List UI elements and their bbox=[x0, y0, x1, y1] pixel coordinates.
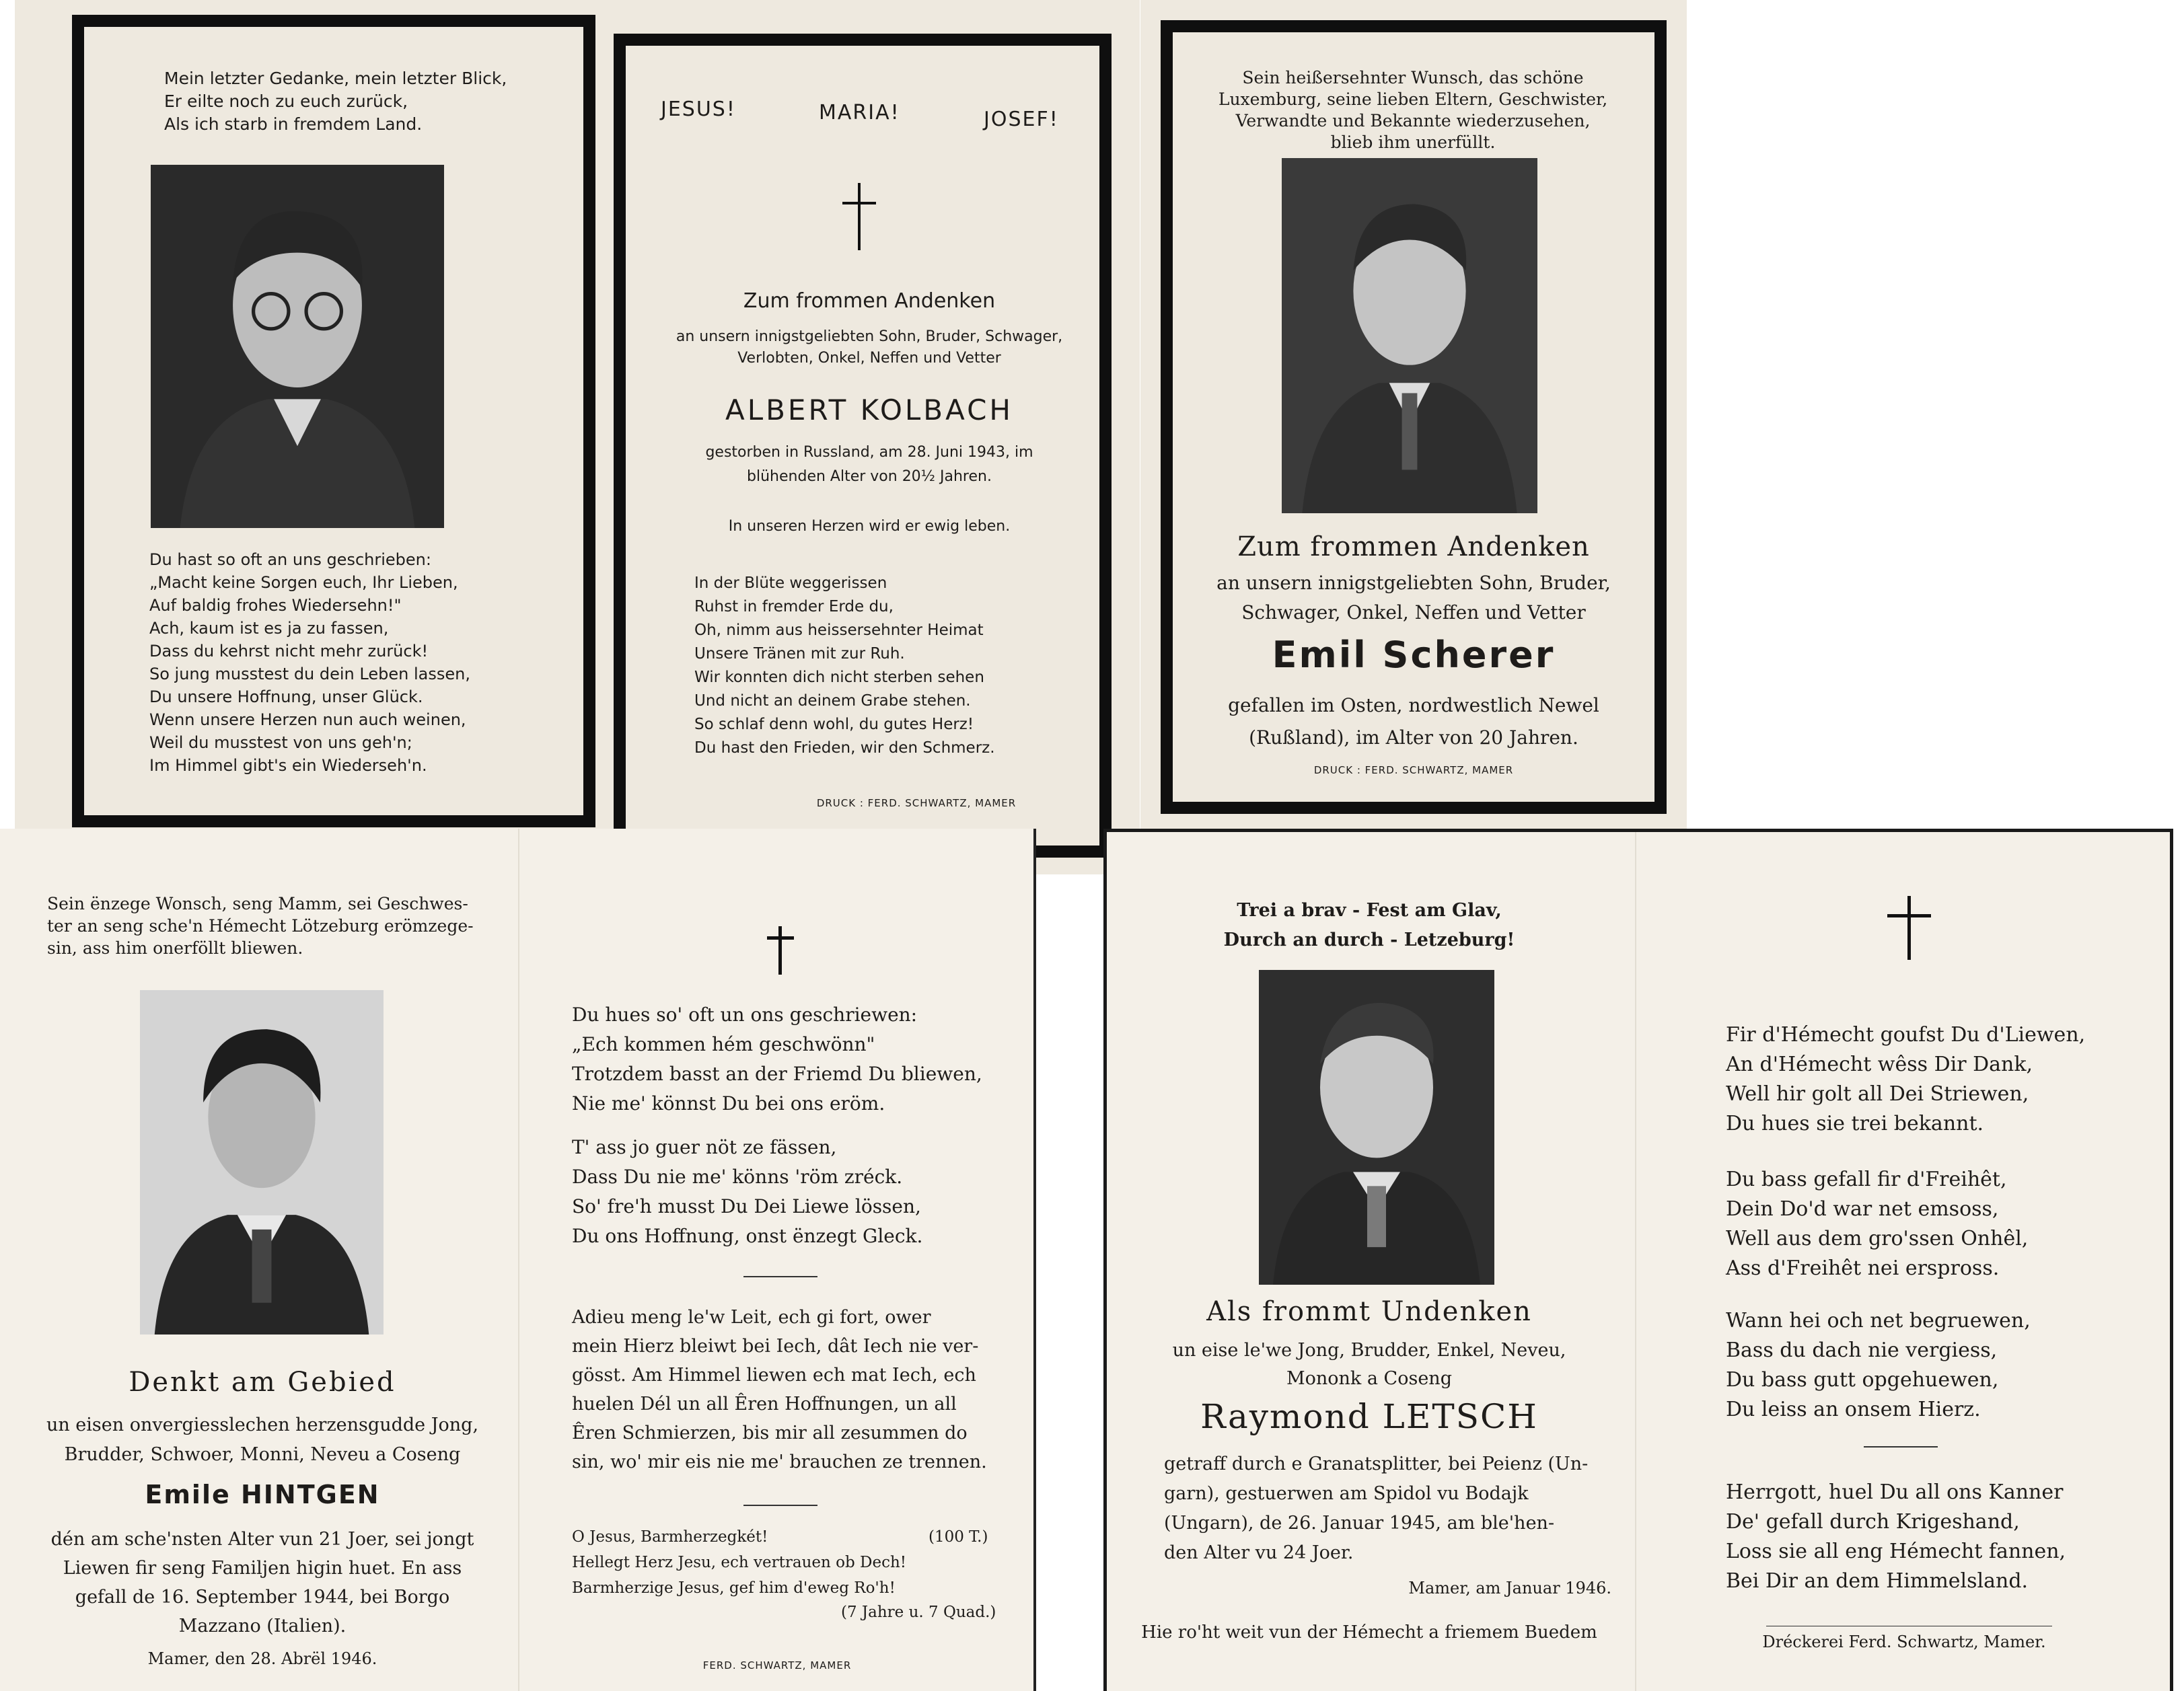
hintgen-place-date: Mamer, den 28. Abrël 1946. bbox=[147, 1649, 377, 1668]
letsch-name: Raymond LETSCH bbox=[1200, 1397, 1538, 1436]
letsch-death: getraff durch e Granatsplitter, bei Peienz (Un- garn), gestuerwen am Spidol vu Bodajk (Ungarn), de 26. Januar 1945, am ble'hen- den Alter vu 24 Joer. bbox=[1164, 1454, 1589, 1563]
hintgen-name: Emile HINTGEN bbox=[145, 1480, 380, 1509]
hintgen-dedication: un eisen onvergiesslechen herzensgudde Jong, Brudder, Schwoer, Monni, Neveu a Coseng bbox=[46, 1415, 479, 1465]
hintgen-fold-line bbox=[518, 829, 519, 1691]
letsch-dedication: un eise le'we Jong, Brudder, Enkel, Neveu, Mononk a Coseng bbox=[1172, 1340, 1566, 1389]
hintgen-portrait bbox=[140, 990, 384, 1335]
hintgen-prayer3: Barmherzige Jesus, gef him d'eweg Ro'h! bbox=[572, 1579, 896, 1597]
scherer-andenken: Zum frommen Andenken bbox=[1237, 531, 1590, 562]
hintgen-prayer3-note: (7 Jahre u. 7 Quad.) bbox=[841, 1604, 996, 1621]
letsch-portrait bbox=[1259, 970, 1494, 1285]
hintgen-cross-vertical bbox=[778, 926, 782, 975]
kolbach-name: ALBERT KOLBACH bbox=[725, 393, 1014, 426]
scherer-card bbox=[1140, 0, 1687, 834]
hintgen-death: dén am sche'nsten Alter vun 21 Joer, sei jongt Liewen fir seng Familjen higin huet. En ass gefall de 16. September 1944, bei Borgo Mazzano (Italien). bbox=[50, 1529, 474, 1637]
hintgen-divider-1 bbox=[743, 1276, 817, 1277]
scherer-dedication: an unsern innigstgeliebten Sohn, Bruder, Schwager, Onkel, Neffen und Vetter bbox=[1216, 572, 1611, 624]
scherer-printer: DRUCK : FERD. SCHWARTZ, MAMER bbox=[1313, 764, 1514, 776]
hintgen-gebied: Denkt am Gebied bbox=[129, 1367, 396, 1398]
kolbach-header-josef: JOSEF! bbox=[984, 108, 1059, 131]
letsch-printer: Dréckerei Ferd. Schwartz, Mamer. bbox=[1762, 1632, 2046, 1651]
kolbach-andenken: Zum frommen Andenken bbox=[743, 289, 996, 313]
letsch-cross-horizontal bbox=[1887, 914, 1931, 917]
hintgen-poem2: T' ass jo guer nöt ze fässen, Dass Du nie me' könns 'röm zréck. So' fre'h musst Du Dei Liewe lössen, Du ons Hoffnung, onst ënzegt Gleck. bbox=[572, 1136, 923, 1247]
letsch-fold-line bbox=[1635, 832, 1636, 1691]
letsch-undenken: Als frommt Undenken bbox=[1206, 1296, 1532, 1327]
kolbach-death: gestorben in Russland, am 28. Juni 1943, im blühenden Alter von 20½ Jahren. bbox=[705, 444, 1033, 485]
kolbach-portrait bbox=[151, 165, 444, 528]
hintgen-prayer1-note: (100 T.) bbox=[929, 1528, 988, 1546]
kolbach-header-jesus: JESUS! bbox=[661, 98, 736, 121]
letsch-cross-vertical bbox=[1907, 896, 1911, 960]
letsch-stanza2: Du bass gefall fir d'Freihêt, Dein Do'd war net emsoss, Well aus dem gro'ssen Onhêl, Ass d'Freihêt nei erspross. bbox=[1726, 1168, 2029, 1280]
kolbach-printer: DRUCK : FERD. SCHWARTZ, MAMER bbox=[816, 797, 1017, 809]
scherer-death: gefallen im Osten, nordwestlich Newel (Rußland), im Alter von 20 Jahren. bbox=[1228, 694, 1599, 749]
kolbach-card bbox=[15, 0, 1140, 874]
letsch-motto: Trei a brav - Fest am Glav, Durch an durch - Letzeburg! bbox=[1223, 900, 1515, 950]
hintgen-farewell: Adieu meng le'w Leit, ech gi fort, ower mein Hierz bleiwt bei Iech, dât Iech nie ver- gösst. Am Himmel liewen ech mat Iech, ech huelen Dél un all Êren Hoffnungen, un all Êren Schmierzen, bis mir all zesummen do sin, wo' mir eis nie me' brauchen ze trennen. bbox=[572, 1307, 987, 1472]
hintgen-cross-horizontal bbox=[767, 936, 794, 940]
kolbach-dedication: an unsern innigstgeliebten Sohn, Bruder, Schwager, Verlobten, Onkel, Neffen und Vetter bbox=[676, 328, 1063, 367]
scherer-name: Emil Scherer bbox=[1272, 634, 1556, 676]
kolbach-poem-bottom: Du hast so oft an uns geschrieben: „Macht keine Sorgen euch, Ihr Lieben, Auf baldig frohes Wiedersehn!" Ach, kaum ist es ja zu fassen, Dass du kehrst nicht mehr zurück! So jung musstest du dein Leben lassen, Du unsere Hoffnung, unser Glück. Wenn unsere Herzen nun auch weinen, Weil du musstest von uns geh'n; Im Himmel gibt's ein Wiederseh'n. bbox=[149, 550, 470, 775]
hintgen-wish: Sein ënzege Wonsch, seng Mamm, sei Geschwes- ter an seng sche'n Hémecht Lötzeburg erömzege- sin, ass him onerföllt bliewen. bbox=[47, 894, 474, 958]
kolbach-cross-horizontal bbox=[842, 202, 876, 204]
hintgen-prayer1: O Jesus, Barmherzegkét! bbox=[572, 1528, 768, 1546]
letsch-stanza3: Wann hei och net begruewen, Bass du dach nie vergiess, Du bass gutt opgehuewen, Du leiss an onsem Hierz. bbox=[1726, 1309, 2031, 1421]
kolbach-poem-right: In der Blüte weggerissen Ruhst in fremder Erde du, Oh, nimm aus heissersehnter Heimat Unsere Tränen mit zur Ruh. Wir konnten dich nicht sterben sehen Und nicht an deinem Grabe stehen. So schlaf denn wohl, du gutes Herz! Du hast den Frieden, wir den Schmerz. bbox=[694, 574, 995, 757]
kolbach-motto: In unseren Herzen wird er ewig leben. bbox=[728, 518, 1011, 535]
kolbach-header-maria: MARIA! bbox=[819, 101, 900, 124]
hintgen-card bbox=[0, 829, 1036, 1691]
letsch-divider bbox=[1864, 1446, 1938, 1448]
letsch-stanza4: Herrgott, huel Du all ons Kanner De' gefall durch Krigeshand, Loss sie all eng Hémecht fannen, Bei Dir an dem Himmelsland. bbox=[1726, 1480, 2066, 1593]
hintgen-divider-2 bbox=[743, 1505, 817, 1506]
scherer-portrait bbox=[1282, 158, 1537, 513]
hintgen-poem1: Du hues so' oft un ons geschriewen: „Ech kommen hém geschwönn" Trotzdem basst an der Friemd Du bliewen, Nie me' könnst Du bei ons eröm. bbox=[572, 1004, 982, 1115]
kolbach-poem-top: Mein letzter Gedanke, mein letzter Blick, Er eilte noch zu euch zurück, Als ich starb in fremdem Land. bbox=[164, 69, 507, 134]
kolbach-cross-vertical bbox=[858, 183, 861, 250]
letsch-closing: Hie ro'ht weit vun der Hémecht a friemem Buedem bbox=[1141, 1622, 1597, 1643]
hintgen-prayer2: Hellegt Herz Jesu, ech vertrauen ob Dech! bbox=[572, 1554, 907, 1571]
letsch-card bbox=[1103, 829, 2173, 1691]
hintgen-printer: FERD. SCHWARTZ, MAMER bbox=[702, 1659, 852, 1671]
letsch-stanza1: Fir d'Hémecht goufst Du d'Liewen, An d'Hémecht wêss Dir Dank, Well hir golt all Dei Striewen, Du hues sie trei bekannt. bbox=[1726, 1023, 2086, 1135]
letsch-place-date: Mamer, am Januar 1946. bbox=[1408, 1579, 1611, 1598]
scherer-wish: Sein heißersehnter Wunsch, das schöne Luxemburg, seine lieben Eltern, Geschwister, Verwandte und Bekannte wiederzusehen, blieb ihm unerfüllt. bbox=[1218, 68, 1608, 152]
